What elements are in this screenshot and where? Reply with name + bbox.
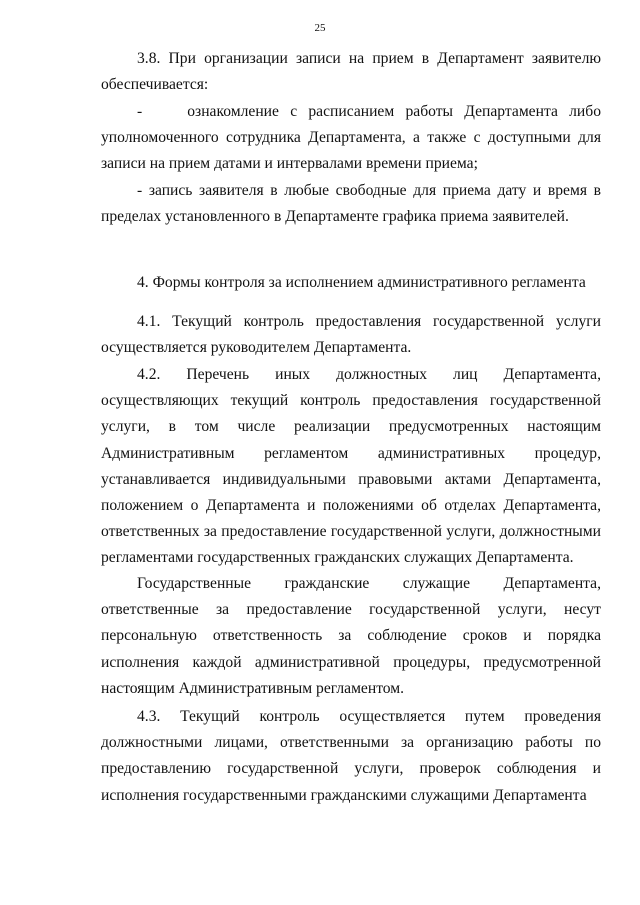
paragraph-4-2: 4.2. Перечень иных должностных лиц Департамента, осуществляющих текущий контроль предоставления государственной услуги, в том числе реализации предусмотренных настоящим Административным регламентом административных процедур, устанавливается индивидуальными правовыми актами Департамента, положением о Департамента и положениями об отделах Департамента, ответственных за предоставление государственной услуги, должностными регламентами государственных гражданских служащих Департамента. [101, 366, 601, 567]
paragraph-4-3: 4.3. Текущий контроль осуществляется путем проведения должностными лицами, ответственными за организацию работы по предоставлению государственной услуги, проверок соблюдения и исполнения государственными гражданскими служащими Департамента [101, 708, 601, 804]
list-item-booking: - запись заявителя в любые свободные для приема дату и время в пределах установленного в Департаменте графика приема заявителей. [101, 182, 601, 226]
paragraph-4-1: 4.1. Текущий контроль предоставления государственной услуги осуществляется руководителем Департамента. [101, 313, 601, 357]
paragraph-civil-servants: Государственные гражданские служащие Департамента, ответственные за предоставление государственной услуги, несут персональную ответственность за соблюдение сроков и порядка исполнения каждой административной процедуры, предусмотренной настоящим Административным регламентом. [101, 575, 601, 697]
section-heading: 4. Формы контроля за исполнением административного регламента [137, 274, 586, 291]
list-item-schedule: - ознакомление с расписанием работы Департамента либо уполномоченного сотрудника Департамента, а также с доступными для записи на прием датами и интервалами времени приема; [101, 103, 601, 173]
paragraph-3-8: 3.8. При организации записи на прием в Департамент заявителю обеспечивается: [101, 50, 601, 94]
page-number: 25 [314, 22, 326, 34]
